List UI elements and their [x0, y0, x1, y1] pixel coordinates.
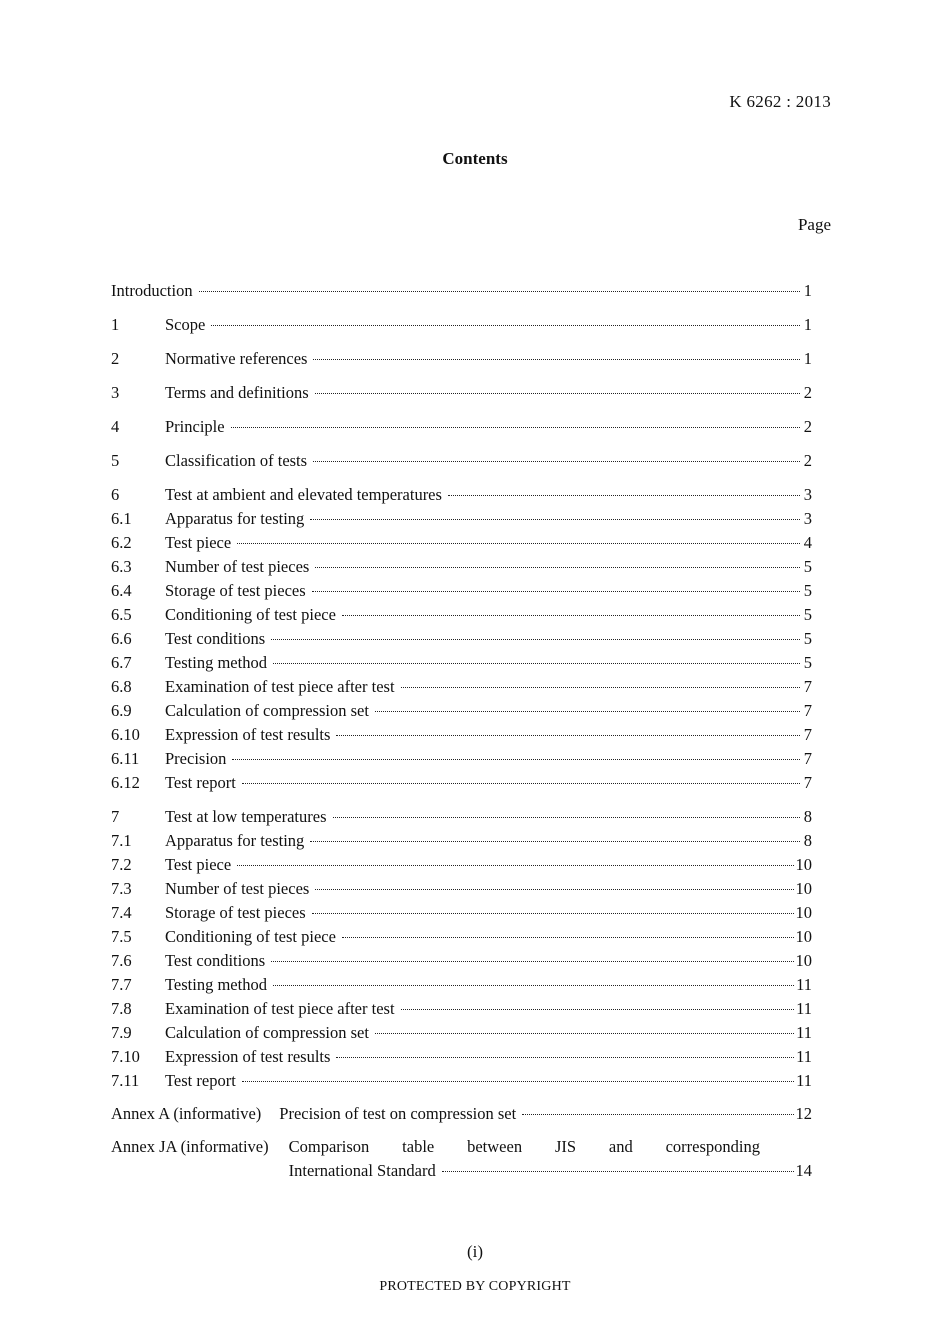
toc-entry[interactable]	[111, 349, 812, 373]
toc-entry-page: 5	[803, 557, 812, 576]
toc-entry-label: Expression of test results	[165, 1047, 331, 1066]
dot-leader	[401, 686, 800, 688]
toc-entry-label: Conditioning of test piece	[165, 927, 336, 946]
toc-entry-label: Terms and definitions	[165, 383, 309, 402]
toc-entry-number: 6.2	[111, 533, 132, 552]
toc-entry-page: 4	[803, 533, 812, 552]
toc-entry-page: 7	[803, 773, 812, 792]
toc-entry[interactable]	[111, 855, 812, 879]
toc-section-7	[111, 807, 812, 1095]
toc-entry[interactable]	[111, 509, 812, 533]
toc-entry-number: 7.10	[111, 1047, 140, 1066]
toc-entry-label: Precision	[165, 749, 227, 768]
toc-entry-page: 8	[803, 831, 812, 850]
dot-leader	[333, 816, 801, 818]
toc-entry-number: 7.2	[111, 855, 132, 874]
toc-entry-number: 6.11	[111, 749, 140, 768]
toc-entry-label: Number of test pieces	[165, 879, 310, 898]
dot-leader	[313, 358, 800, 360]
dot-leader	[336, 734, 800, 736]
toc-entry-page: 7	[803, 701, 812, 720]
toc-entry-page: 5	[803, 581, 812, 600]
dot-leader	[448, 494, 800, 496]
toc-entry[interactable]	[111, 773, 812, 797]
dot-leader	[315, 888, 793, 890]
dot-leader	[315, 392, 800, 394]
toc-entry-page: 1	[803, 349, 812, 368]
toc-entry-label: Storage of test pieces	[165, 903, 306, 922]
toc-entry-page: 11	[796, 999, 812, 1018]
toc-entry-label: Normative references	[165, 349, 308, 368]
toc-entry[interactable]	[111, 557, 812, 581]
toc-entry-label: Apparatus for testing	[165, 509, 305, 528]
toc-entry-label: Test report	[165, 773, 236, 792]
toc-entry[interactable]	[111, 951, 812, 975]
dot-leader	[342, 936, 794, 938]
toc-entry-page: 11	[796, 975, 812, 994]
toc-entry[interactable]	[111, 999, 812, 1023]
toc-entry-number: 6.9	[111, 701, 132, 720]
toc-entry-page: 2	[803, 417, 812, 436]
toc-entry[interactable]	[111, 677, 812, 701]
toc-entry-introduction[interactable]	[111, 281, 812, 305]
toc-entry-label: Classification of tests	[165, 451, 308, 470]
dot-leader	[199, 290, 800, 292]
toc-entry[interactable]	[111, 1071, 812, 1095]
toc-entry-label: Test conditions	[165, 951, 266, 970]
dot-leader	[313, 460, 800, 462]
toc-entry[interactable]	[111, 879, 812, 903]
toc-entry-label: Test at ambient and elevated temperatures	[165, 485, 442, 504]
toc-entry-number: 1	[111, 315, 120, 334]
toc-entry-number: 7.5	[111, 927, 132, 946]
table-of-contents	[111, 281, 812, 1185]
toc-entry[interactable]	[111, 653, 812, 677]
toc-entry-number: 6	[111, 485, 120, 504]
toc-entry-number: 7.3	[111, 879, 132, 898]
toc-entry-number: 5	[111, 451, 120, 470]
dot-leader	[315, 566, 800, 568]
dot-leader	[336, 1056, 794, 1058]
annex-ja-title	[289, 1137, 812, 1185]
toc-entry-page: 10	[795, 879, 812, 898]
toc-entry-page: 10	[795, 927, 812, 946]
dot-leader	[522, 1113, 793, 1115]
toc-entry[interactable]	[111, 605, 812, 629]
toc-entry-number: 7.9	[111, 1023, 132, 1042]
toc-entry[interactable]	[111, 725, 812, 749]
dot-leader	[211, 324, 800, 326]
toc-entry-label: Conditioning of test piece	[165, 605, 336, 624]
toc-entry[interactable]	[111, 701, 812, 725]
dot-leader	[242, 782, 800, 784]
toc-entry-page: 10	[795, 855, 812, 874]
toc-entry-page: 3	[803, 509, 812, 528]
toc-entry-label: Test piece	[165, 855, 232, 874]
toc-entry-label: Calculation of compression set	[165, 1023, 369, 1042]
toc-entry[interactable]	[111, 485, 812, 509]
annex-ja-title-word: table	[402, 1137, 435, 1156]
toc-main-sections	[111, 315, 812, 475]
toc-entry-number: 6.3	[111, 557, 132, 576]
toc-section-6	[111, 485, 812, 797]
toc-entry-label: Storage of test pieces	[165, 581, 306, 600]
toc-entry-label: Test conditions	[165, 629, 266, 648]
dot-leader	[310, 518, 800, 520]
toc-entry-label: Introduction	[111, 281, 193, 300]
toc-entry-number: 6.5	[111, 605, 132, 624]
dot-leader	[273, 984, 794, 986]
footer-page-number: (i)	[466, 1242, 484, 1261]
toc-entry[interactable]	[111, 417, 812, 441]
toc-entry-label: Testing method	[165, 975, 267, 994]
toc-entry-label: Testing method	[165, 653, 267, 672]
standard-code: K 6262 : 2013	[729, 92, 831, 111]
toc-entry-number: 6.7	[111, 653, 132, 672]
toc-entry-annex-ja[interactable]	[111, 1137, 812, 1185]
toc-entry-number: 7.7	[111, 975, 132, 994]
toc-entry-number: 6.1	[111, 509, 132, 528]
toc-entry-label: Test at low temperatures	[165, 807, 327, 826]
toc-entry-label: Calculation of compression set	[165, 701, 369, 720]
dot-leader	[271, 638, 800, 640]
dot-leader	[312, 912, 794, 914]
toc-entry-label: Expression of test results	[165, 725, 331, 744]
annex-ja-title-word: JIS	[554, 1137, 577, 1156]
annex-ja-title-word: and	[608, 1137, 633, 1156]
toc-entry[interactable]	[111, 903, 812, 927]
toc-entry-page: 1	[803, 315, 812, 334]
annex-id: Annex A (informative)	[111, 1104, 262, 1123]
toc-entry-number: 6.12	[111, 773, 140, 792]
dot-leader	[273, 662, 800, 664]
page-title: Contents	[442, 149, 508, 168]
toc-entry[interactable]	[111, 315, 812, 339]
toc-entry-label: Number of test pieces	[165, 557, 310, 576]
annex-ja-title-word: corresponding	[665, 1137, 760, 1156]
toc-entry-number: 7	[111, 807, 120, 826]
toc-entry-page: 10	[795, 903, 812, 922]
toc-entry-number: 7.4	[111, 903, 132, 922]
toc-entry-page: 12	[795, 1104, 812, 1123]
toc-entry[interactable]	[111, 581, 812, 605]
dot-leader	[232, 758, 800, 760]
toc-entry-number: 6.10	[111, 725, 140, 744]
footer-copyright: PROTECTED BY COPYRIGHT	[379, 1279, 571, 1294]
toc-entry[interactable]	[111, 831, 812, 855]
toc-entry-number: 7.11	[111, 1071, 140, 1090]
toc-entry-annex-a[interactable]	[111, 1104, 812, 1128]
toc-entry-page: 11	[796, 1071, 812, 1090]
toc-entry-page: 5	[803, 653, 812, 672]
toc-entry-page: 14	[795, 1161, 812, 1180]
toc-entry-number: 7.1	[111, 831, 132, 850]
toc-entry[interactable]	[111, 629, 812, 653]
toc-entry-number: 7.8	[111, 999, 132, 1018]
toc-entry-label: Examination of test piece after test	[165, 999, 395, 1018]
toc-entry-number: 3	[111, 383, 120, 402]
toc-entry-number: 7.6	[111, 951, 132, 970]
dot-leader	[442, 1170, 794, 1172]
dot-leader	[401, 1008, 795, 1010]
toc-entry-page: 5	[803, 629, 812, 648]
toc-entry[interactable]	[111, 927, 812, 951]
toc-entry[interactable]	[111, 807, 812, 831]
annex-id: Annex JA (informative)	[111, 1137, 269, 1156]
toc-entry-page: 2	[803, 383, 812, 402]
annex-ja-title-line1	[289, 1137, 812, 1161]
toc-entry-number: 4	[111, 417, 120, 436]
annex-ja-title-line2	[289, 1161, 812, 1185]
toc-entry-label: Apparatus for testing	[165, 831, 305, 850]
toc-entry-label: Precision of test on compression set	[279, 1104, 517, 1123]
toc-entry-page: 10	[795, 951, 812, 970]
toc-entry-label: Examination of test piece after test	[165, 677, 395, 696]
toc-entry-page: 7	[803, 749, 812, 768]
dot-leader	[312, 590, 800, 592]
dot-leader	[231, 426, 800, 428]
toc-entry[interactable]	[111, 1047, 812, 1071]
toc-entry-page: 7	[803, 677, 812, 696]
toc-entry-label: Test report	[165, 1071, 236, 1090]
toc-entry-label: Test piece	[165, 533, 232, 552]
toc-entry-number: 6.8	[111, 677, 132, 696]
toc-entry-number: 2	[111, 349, 120, 368]
toc-entry[interactable]	[111, 975, 812, 999]
dot-leader	[237, 864, 793, 866]
toc-entry-page: 11	[796, 1047, 812, 1066]
toc-entry-label: Scope	[165, 315, 206, 334]
toc-entry[interactable]	[111, 383, 812, 407]
toc-entry-page: 2	[803, 451, 812, 470]
dot-leader	[342, 614, 800, 616]
toc-entry-page: 1	[803, 281, 812, 300]
dot-leader	[237, 542, 800, 544]
toc-entry[interactable]	[111, 749, 812, 773]
toc-entry-page: 11	[796, 1023, 812, 1042]
dot-leader	[375, 710, 800, 712]
dot-leader	[271, 960, 793, 962]
dot-leader	[310, 840, 800, 842]
toc-entry-label: International Standard	[288, 1161, 436, 1180]
toc-entry-page: 5	[803, 605, 812, 624]
toc-entry-number: 6.6	[111, 629, 132, 648]
toc-entry-page: 7	[803, 725, 812, 744]
toc-entry-page: 8	[803, 807, 812, 826]
toc-entry-page: 3	[803, 485, 812, 504]
toc-entry-label: Principle	[165, 417, 225, 436]
page-column-label: Page	[797, 215, 831, 234]
annex-ja-title-word: between	[467, 1137, 523, 1156]
annex-ja-title-word: Comparison	[288, 1137, 370, 1156]
toc-entry[interactable]	[111, 451, 812, 475]
dot-leader	[242, 1080, 794, 1082]
toc-entry[interactable]	[111, 1023, 812, 1047]
toc-entry[interactable]	[111, 533, 812, 557]
toc-entry-number: 6.4	[111, 581, 132, 600]
dot-leader	[375, 1032, 794, 1034]
